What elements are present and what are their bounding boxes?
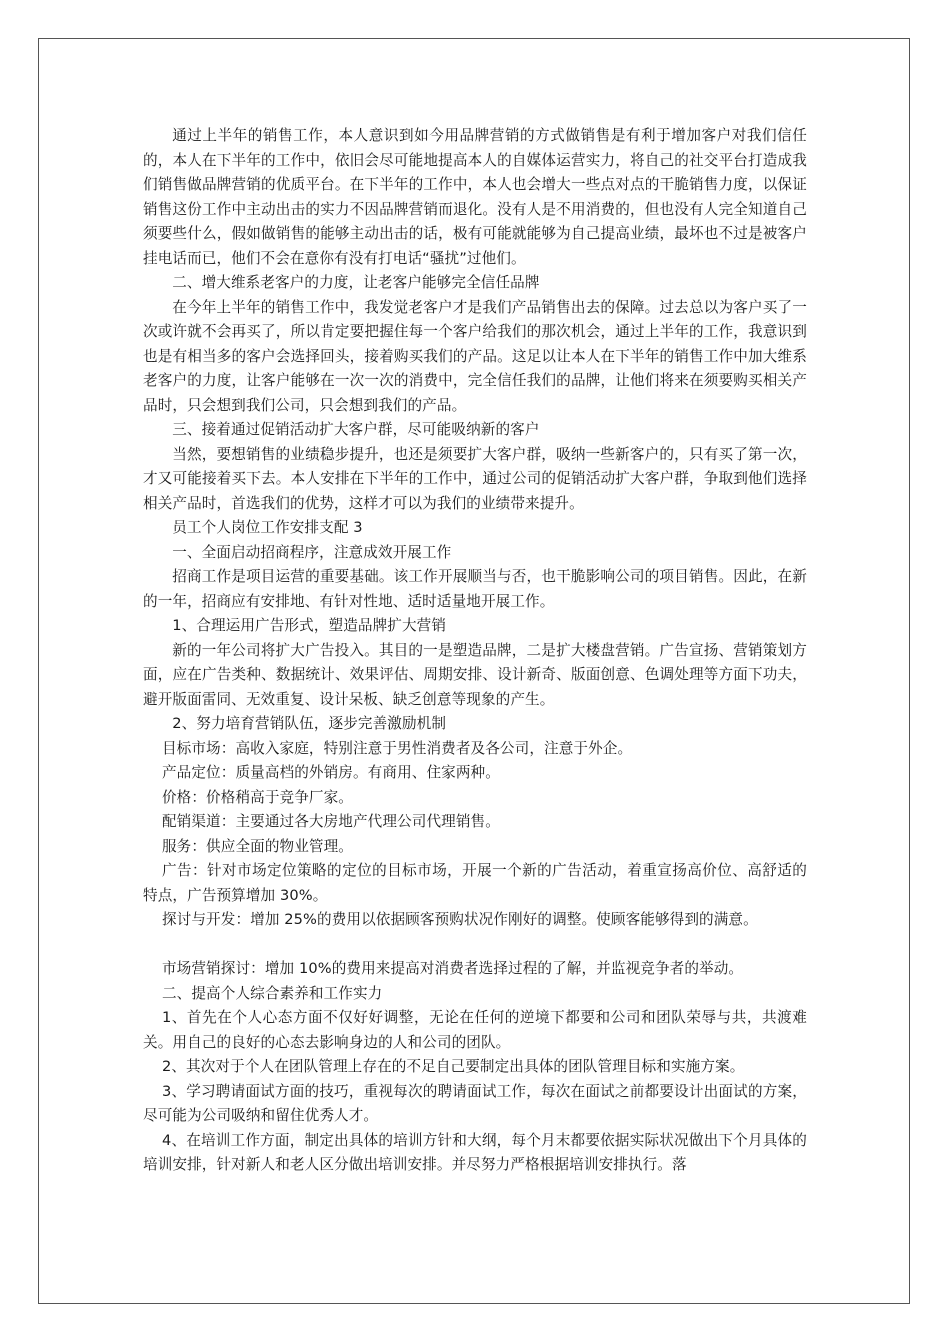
paragraph-investment: 招商工作是项目运营的重要基础。该工作开展顺当与否，也干脆影响公司的项目销售。因此，在新的一年，招商应有安排地、有针对性地、适时适量地开展工作。 (143, 568, 807, 610)
paragraph-new-clients: 当然，要想销售的业绩稳步提升，也还是须要扩大客户群，吸纳一些新客户的，只有买了第一次，才又可能接着买下去。本人安排在下半年的工作中，通过公司的促销活动扩大客户群，争取到他们选择相关产品时，首选我们的优势，这样才可以为我们的业绩带来提升。 (143, 445, 807, 512)
subheading-ads: 1、合理运用广告形式，塑造品牌扩大营销 (172, 617, 447, 634)
item-distribution: 配销渠道：主要通过各大房地产代理公司代理销售。 (161, 813, 500, 830)
paragraph-intro: 通过上半年的销售工作，本人意识到如今用品牌营销的方式做销售是有利于增加客户对我们信任的，本人在下半年的工作中，依旧会尽可能地提高本人的自媒体运营实力，将自己的社交平台打造成我们销售做品牌营销的优质平台。在下半年的工作中，本人也会增大一些点对点的干脆销售力度，以保证销售这份工作中主动出击的实力不因品牌营销而退化。没有人是不用消费的，但也没有人完全知道自己须要些什么，假如做销售的能够主动出击的话，极有可能就能够为自己提高业绩，最坏也不过是被客户挂电话而已，他们不会在意你有没有打电话“骚扰”过他们。 (143, 127, 807, 267)
paragraph-interview: 3、学习聘请面试方面的技巧，重视每次的聘请面试工作，每次在面试之前都要设计出面试的方案，尽可能为公司吸纳和留住优秀人才。 (143, 1082, 807, 1124)
blank-line (143, 933, 807, 958)
item-target-market: 目标市场：高收入家庭，特别注意于男性消费者及各公司，注意于外企。 (161, 739, 633, 757)
section-heading-1: 一、全面启动招商程序，注意成效开展工作 (172, 543, 452, 561)
item-market-research: 市场营销探讨：增加 10%的费用来提高对消费者选择过程的了解，并监视竞争者的举动。 (161, 960, 744, 977)
document-body (143, 124, 807, 1178)
paragraph-team-management: 2、其次对于个人在团队管理上存在的不足自己要制定出具体的团队管理目标和实施方案。 (161, 1058, 745, 1075)
subheading-sales-team: 2、努力培育营销队伍，逐步完善激励机制 (172, 715, 447, 732)
section-heading-3: 三、接着通过促销活动扩大客户群，尽可能吸纳新的客户 (172, 421, 540, 438)
document-title-3: 员工个人岗位工作安排支配 3 (172, 519, 363, 536)
item-advertising: 广告：针对市场定位策略的定位的目标市场，开展一个新的广告活动，着重宣扬高价位、高舒适的特点，广告预算增加 30%。 (143, 862, 807, 904)
paragraph-old-clients: 在今年上半年的销售工作中，我发觉老客户才是我们产品销售出去的保障。过去总以为客户买了一次或许就不会再买了，所以肯定要把握住每一个客户给我们的那次机会，通过上半年的工作，我意识到也是有相当多的客户会选择回头，接着购买我们的产品。这足以让本人在下半年的销售工作中加大维系老客户的力度，让客户能够在一次一次的消费中，完全信任我们的品牌，让他们将来在须要购买相关产品时，只会想到我们公司，只会想到我们的产品。 (143, 298, 807, 414)
paragraph-ads: 新的一年公司将扩大广告投入。其目的一是塑造品牌，二是扩大楼盘营销。广告宣扬、营销策划方面，应在广告类种、数据统计、效果评估、周期安排、设计新奇、版面创意、色调处理等方面下功夫，避开版面雷同、无效重复、设计呆板、缺乏创意等现象的产生。 (143, 641, 807, 708)
section-heading-personal: 二、提高个人综合素养和工作实力 (161, 984, 383, 1002)
item-service: 服务：供应全面的物业管理。 (161, 837, 353, 855)
paragraph-training: 4、在培训工作方面，制定出具体的培训方针和大纲，每个月末都要依据实际状况做出下个月具体的培训安排，针对新人和老人区分做出培训安排。并尽努力严格根据培训安排执行。落 (143, 1131, 807, 1173)
item-price: 价格：价格稍高于竞争厂家。 (161, 788, 353, 806)
item-research-development: 探讨与开发：增加 25%的费用以依据顾客预购状况作刚好的调整。使顾客能够得到的满意。 (161, 911, 758, 928)
paragraph-mindset: 1、首先在个人心态方面不仅好好调整，无论在任何的逆境下都要和公司和团队荣辱与共，共渡难关。用自己的良好的心态去影响身边的人和公司的团队。 (143, 1009, 807, 1051)
section-heading-2: 二、增大维系老客户的力度，让老客户能够完全信任品牌 (172, 274, 540, 291)
item-product-positioning: 产品定位：质量高档的外销房。有商用、住家两种。 (161, 764, 500, 781)
